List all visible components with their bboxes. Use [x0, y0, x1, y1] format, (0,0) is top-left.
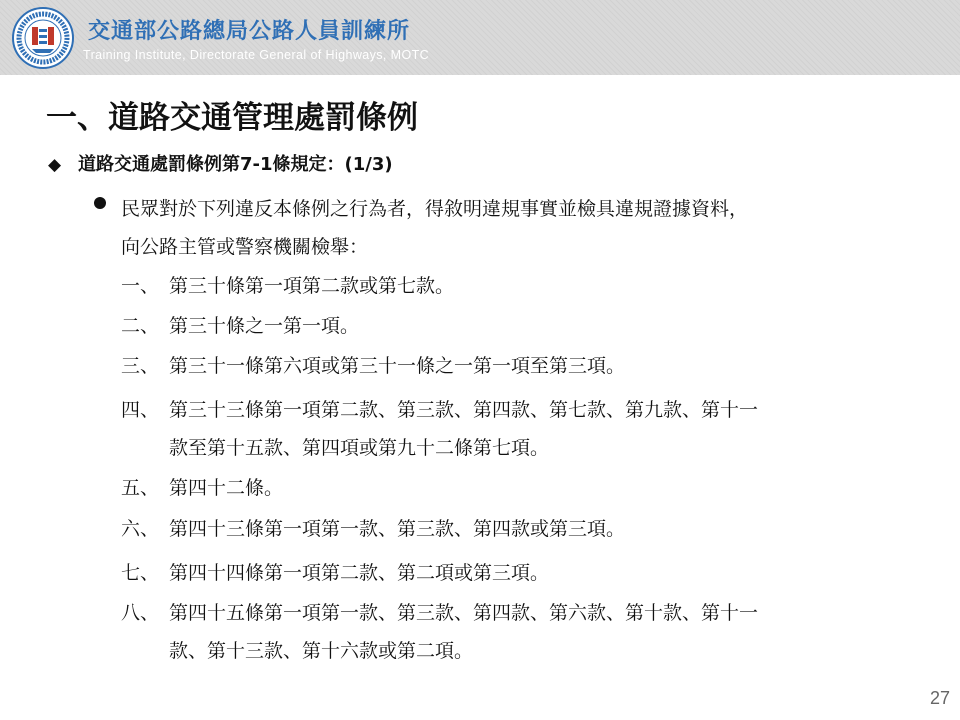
item-number: 六、: [121, 518, 160, 540]
item-text-continued: 款至第十五款、第四項或第九十二條第七項。: [169, 437, 550, 459]
org-name: 交通部公路總局公路人員訓練所: [88, 19, 411, 44]
page-number: 27: [929, 688, 950, 708]
item-text: 第四十四條第一項第二款、第二項或第三項。: [169, 562, 550, 584]
item-text: 第四十二條。: [169, 477, 284, 499]
item-text: 第四十三條第一項第一款、第三款、第四款或第三項。: [169, 518, 626, 540]
item-text: 第三十條之一第一項。: [169, 315, 360, 337]
list-item: [121, 594, 758, 670]
item-number: 三、: [121, 355, 160, 377]
sub-heading-text: 道路交通處罰條例第7-1條規定：(1/3): [78, 154, 393, 175]
diamond-icon: ◆: [48, 155, 62, 175]
item-text: 第三十條第一項第二款或第七款。: [169, 275, 455, 297]
item-text-continued: 款、第十三款、第十六款或第二項。: [169, 640, 474, 662]
institute-logo-icon: [12, 7, 74, 69]
filled-circle-icon: [94, 197, 106, 209]
list-item: [121, 267, 454, 305]
list-item: [121, 307, 359, 345]
slide-header: [0, 0, 960, 75]
list-item: [121, 347, 625, 385]
paragraph-line-2: 向公路主管或警察機關檢舉：: [121, 236, 369, 258]
sub-heading: [48, 150, 393, 176]
item-number: 八、: [121, 602, 160, 624]
paragraph-line-1: 民眾對於下列違反本條例之行為者，得敘明違規事實並檢具違規證據資料，: [121, 198, 749, 220]
item-number: 七、: [121, 562, 160, 584]
item-number: 五、: [121, 477, 160, 499]
list-item: [121, 469, 283, 507]
item-text: 第四十五條第一項第一款、第三款、第四款、第六款、第十款、第十一: [169, 602, 759, 624]
item-number: 二、: [121, 315, 160, 337]
item-number: 四、: [121, 399, 160, 421]
item-number: 一、: [121, 275, 160, 297]
list-item: [121, 391, 758, 467]
item-text: 第三十一條第六項或第三十一條之一第一項至第三項。: [169, 355, 626, 377]
list-item: [121, 554, 549, 592]
bullet-paragraph: [121, 190, 921, 266]
slide-title: 一、道路交通管理處罰條例: [46, 100, 418, 136]
list-item: [121, 510, 625, 548]
item-text: 第三十三條第一項第二款、第三款、第四款、第七款、第九款、第十一: [169, 399, 759, 421]
org-name-english: Training Institute, Directorate General of Highways, MOTC: [83, 48, 430, 62]
